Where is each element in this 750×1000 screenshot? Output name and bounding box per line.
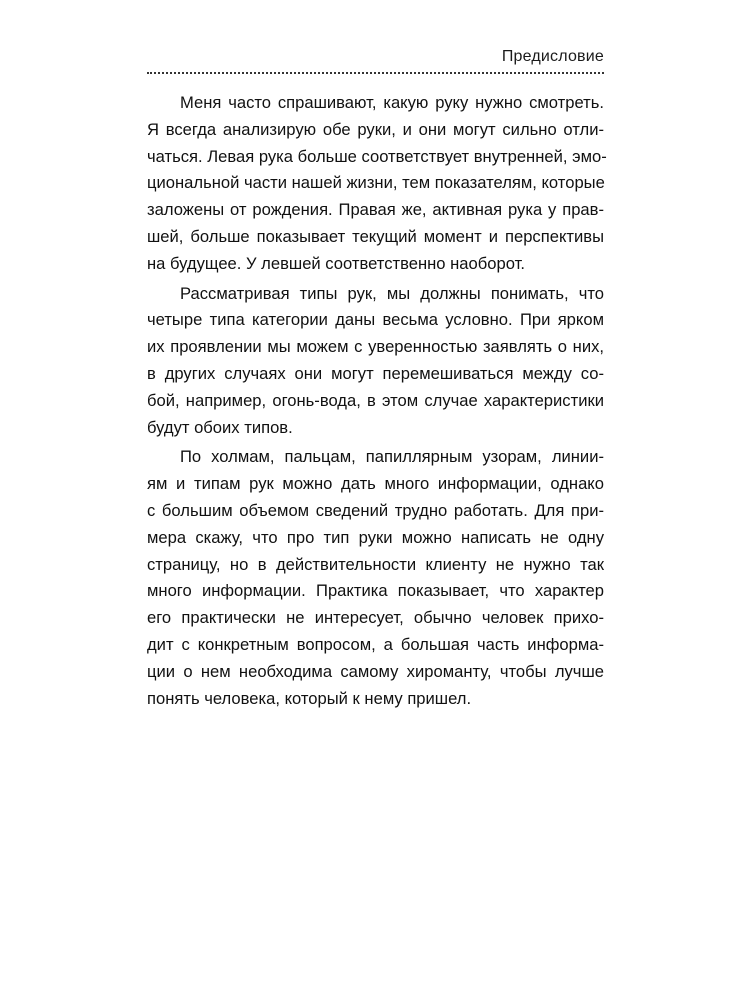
text-line: их проявлении мы можем с уверенностью заявлять о них, — [147, 337, 604, 357]
text-line: ям и типам рук можно дать много информации, однако — [147, 474, 604, 494]
text-line: шей, больше показывает текущий момент и перспективы — [147, 226, 604, 246]
text-line: Меня часто спрашивают, какую руку нужно смотреть. — [180, 93, 604, 112]
text-line: много информации. Практика показывает, что характер — [147, 581, 604, 601]
text-line: Рассматривая типы рук, мы должны понимать, что — [180, 283, 604, 303]
text-line: страницу, но в действительности клиенту не нужно так — [147, 554, 604, 574]
text-line: циональной части нашей жизни, тем показателям, которые — [147, 173, 605, 193]
text-line: понять человека, который к нему пришел. — [147, 688, 472, 708]
paragraph — [147, 444, 604, 712]
text-line: мера скажу, что про тип руки можно написать не одну — [147, 527, 604, 547]
running-header — [147, 46, 604, 78]
text-line: Я всегда анализирую обе руки, и они могут сильно отли- — [147, 119, 604, 139]
text-line: с большим объемом сведений трудно работать. Для при- — [147, 500, 604, 520]
paragraph — [147, 90, 607, 278]
text-line: на будущее. У левшей соответственно наоборот. — [147, 253, 525, 273]
text-line: По холмам, пальцам, папиллярным узорам, линии- — [180, 447, 604, 467]
text-line: будут обоих типов. — [147, 417, 293, 437]
text-line: в других случаях они могут перемешиваться между со- — [147, 363, 604, 383]
text-line: ции о нем необходима самому хироманту, чтобы лучше — [147, 661, 604, 681]
text-line: его практически не интересует, обычно человек прихо- — [147, 608, 604, 628]
body-text — [147, 90, 607, 715]
text-line: заложены от рождения. Правая же, активная рука у прав- — [147, 200, 604, 220]
text-line: чаться. Левая рука больше соответствует внутренней, эмо- — [147, 146, 607, 166]
dotted-divider — [147, 72, 604, 74]
text-line: бой, например, огонь-вода, в этом случае характеристики — [147, 390, 604, 410]
paragraph — [147, 281, 604, 442]
text-line: дит с конкретным вопросом, а большая часть информа- — [147, 634, 604, 654]
text-line: четыре типа категории даны весьма условно. При ярком — [147, 310, 604, 330]
chapter-title: Предисловие — [501, 48, 604, 65]
